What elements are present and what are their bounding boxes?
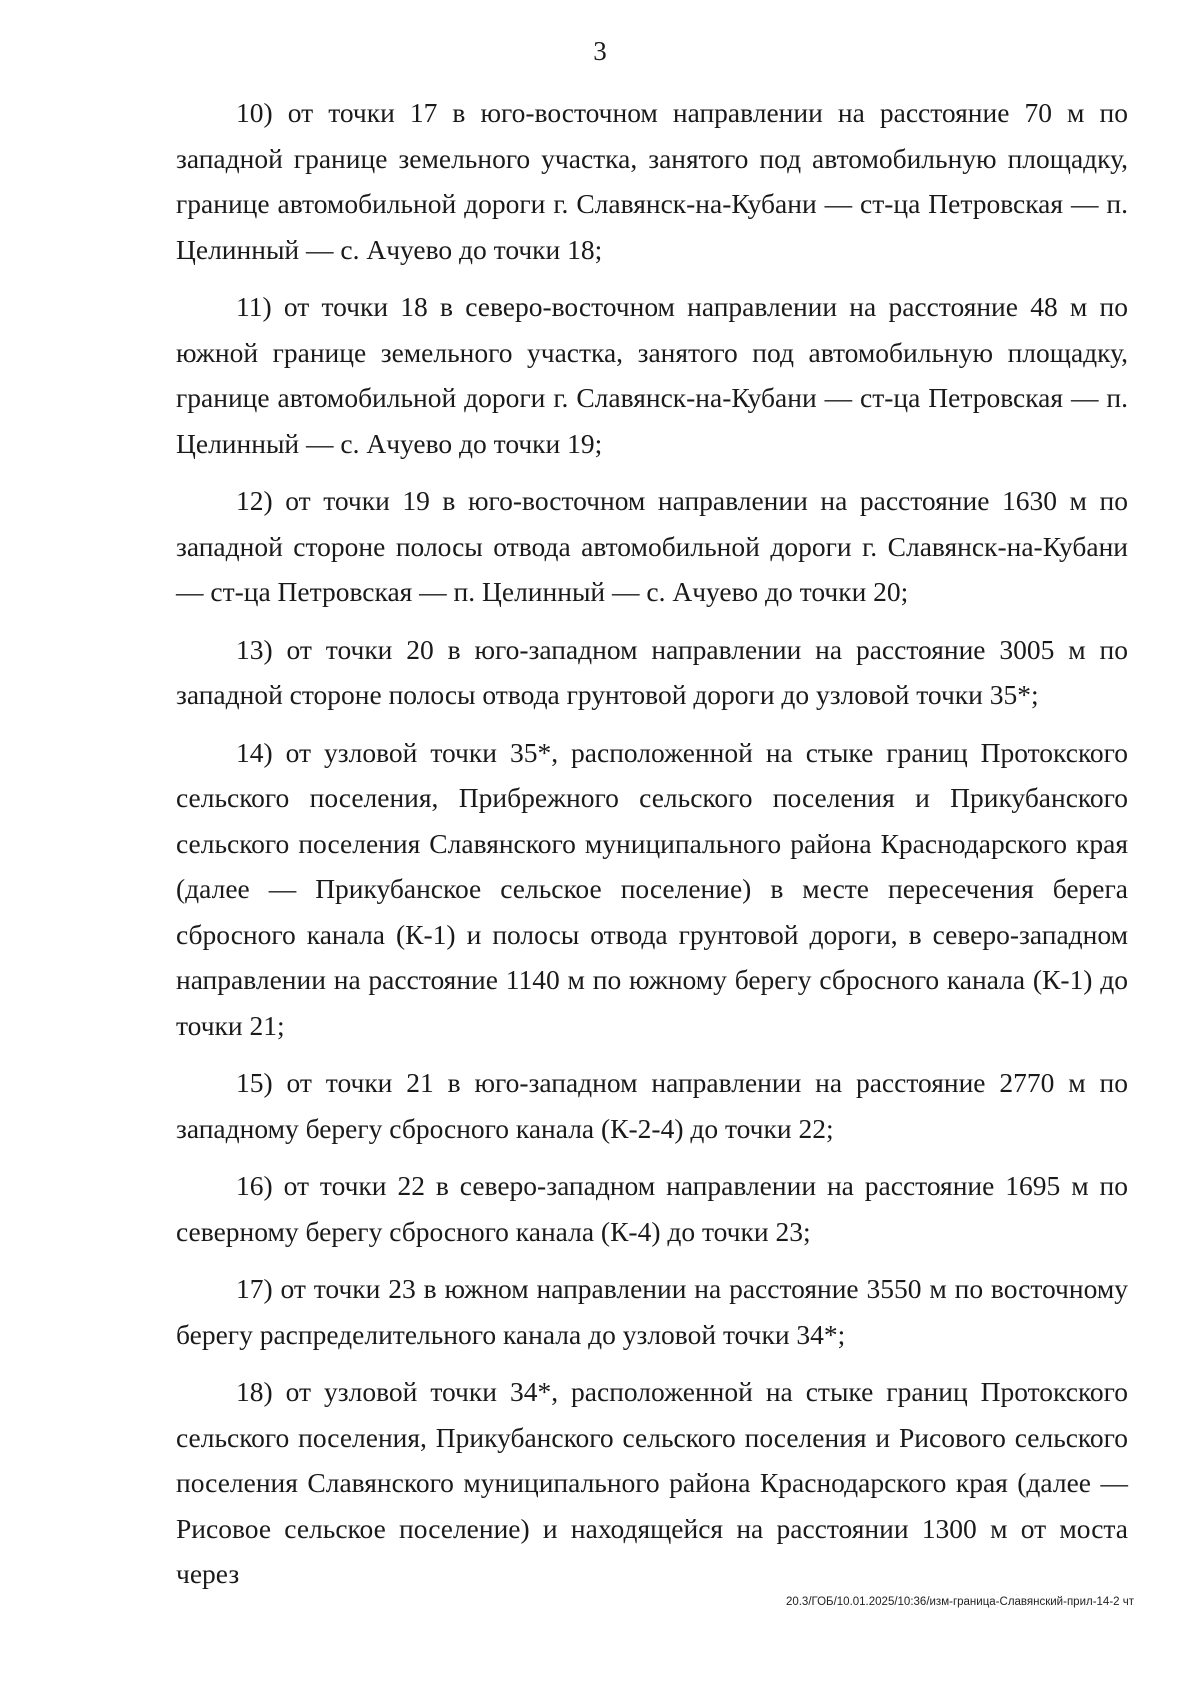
document-body [176, 90, 1128, 1609]
paragraph-item-18: 18) от узловой точки 34*, расположенной на стыке границ Протокского сельского поселения, Прикубанского сельского поселения и Рисового сельского поселения Славянского муниципального района Краснодарского края (далее — Рисовое сельское поселение) и находящейся на расстоянии 1300 м от моста через [176, 1376, 1128, 1589]
paragraph-item-15: 15) от точки 21 в юго-западном направлении на расстояние 2770 м по западному берегу сбросного канала (К-2-4) до точки 22; [176, 1067, 1128, 1144]
paragraph-item-10: 10) от точки 17 в юго-восточном направлении на расстояние 70 м по западной границе земельного участка, занятого под автомобильную площадку, границе автомобильной дороги г. Славянск-на-Кубани — ст-ца Петровская — п. Целинный — с. Ачуево до точки 18; [176, 97, 1128, 265]
paragraph-item-13: 13) от точки 20 в юго-западном направлении на расстояние 3005 м по западной стороне полосы отвода грунтовой дороги до узловой точки 35*; [176, 633, 1128, 710]
page-number: 3 [593, 36, 607, 66]
paragraph-item-12: 12) от точки 19 в юго-восточном направлении на расстояние 1630 м по западной стороне полосы отвода автомобильной дороги г. Славянск-на-Кубани — ст-ца Петровская — п. Целинный — с. Ачуево до точки 20; [176, 485, 1128, 607]
paragraph-item-14: 14) от узловой точки 35*, расположенной на стыке границ Протокского сельского поселения, Прибрежного сельского поселения и Прикубанского сельского поселения Славянского муниципального района Краснодарского края (далее — Прикубанское сельское поселение) в месте пересечения берега сбросного канала (К-1) и полосы отвода грунтовой дороги, в северо-западном направлении на расстояние 1140 м по южному берегу сбросного канала (К-1) до точки 21; [176, 736, 1128, 1041]
document-footer-code: 20.3/ГОБ/10.01.2025/10:36/изм-граница-Славянский-прил-14-2 чт [785, 1596, 1134, 1608]
paragraph-item-11: 11) от точки 18 в северо-восточном направлении на расстояние 48 м по южной границе земельного участка, занятого под автомобильную площадку, границе автомобильной дороги г. Славянск-на-Кубани — ст-ца Петровская — п. Целинный — с. Ачуево до точки 19; [176, 291, 1128, 459]
paragraph-item-17: 17) от точки 23 в южном направлении на расстояние 3550 м по восточному берегу распределительного канала до узловой точки 34*; [176, 1273, 1128, 1350]
paragraph-item-16: 16) от точки 22 в северо-западном направлении на расстояние 1695 м по северному берегу сбросного канала (К-4) до точки 23; [176, 1170, 1128, 1247]
